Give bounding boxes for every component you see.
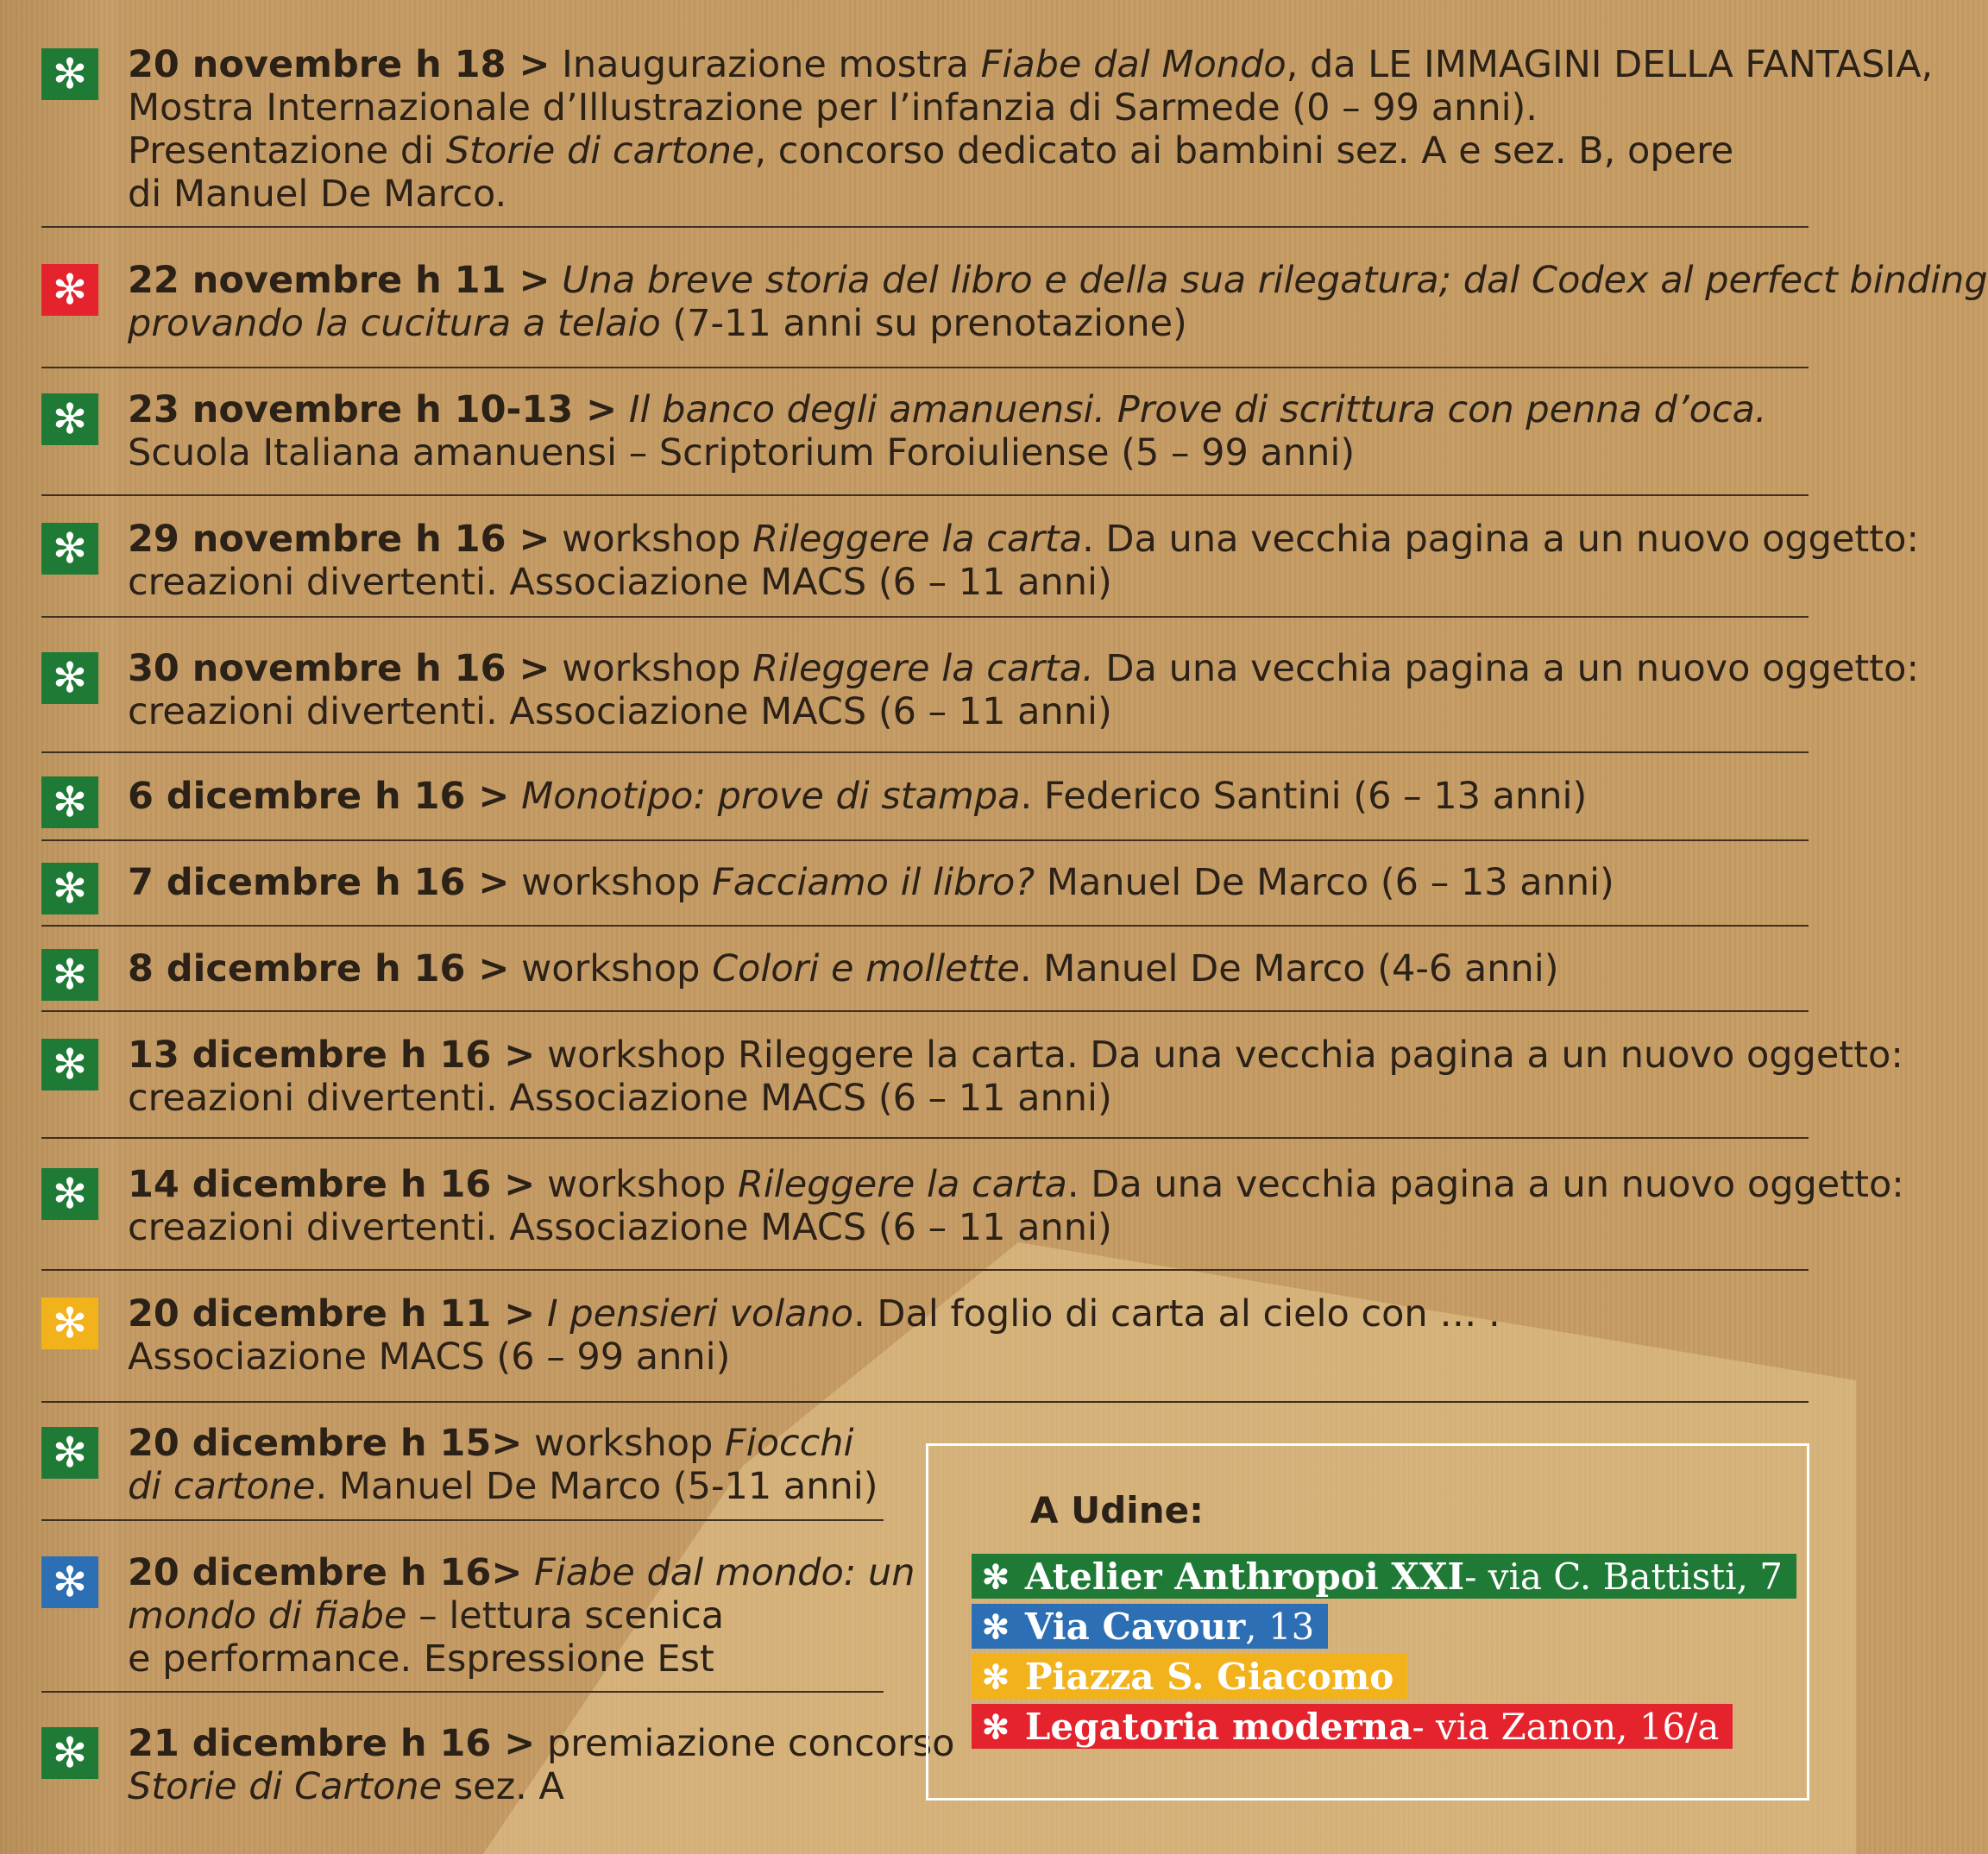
locations-title: A Udine: bbox=[1030, 1489, 1204, 1531]
asterisk-flower-icon: ✻ bbox=[41, 48, 98, 100]
event-item bbox=[41, 43, 1934, 228]
event-item bbox=[41, 1034, 1903, 1139]
event-line: 29 novembre h 16 > workshop Rileggere la carta. Da una vecchia pagina a un nuovo oggetto: bbox=[128, 518, 1919, 561]
asterisk-flower-icon: ✻ bbox=[41, 1727, 98, 1779]
event-date: 7 dicembre h 16 > bbox=[128, 861, 510, 904]
divider bbox=[41, 226, 1809, 228]
event-line: 20 dicembre h 15> workshop Fiocchi bbox=[128, 1422, 854, 1465]
event-line: Presentazione di Storie di cartone, concorso dedicato ai bambini sez. A e sez. B, opere bbox=[128, 129, 1734, 173]
event-date: 13 dicembre h 16 > bbox=[128, 1034, 536, 1077]
asterisk-flower-icon: ✻ bbox=[41, 393, 98, 445]
location-tag bbox=[972, 1654, 1407, 1699]
locations-box bbox=[926, 1443, 1809, 1801]
event-line: provando la cucitura a telaio (7-11 anni su prenotazione) bbox=[128, 302, 1187, 345]
event-date: 29 novembre h 16 > bbox=[128, 518, 550, 561]
asterisk-flower-icon: ✻ bbox=[41, 1427, 98, 1479]
event-item bbox=[41, 1422, 884, 1521]
asterisk-flower-icon: ✻ bbox=[41, 776, 98, 828]
event-line: 8 dicembre h 16 > workshop Colori e mollette. Manuel De Marco (4-6 anni) bbox=[128, 947, 1559, 990]
location-address: - via Zanon, 16/a bbox=[1412, 1705, 1720, 1748]
location-name: Atelier Anthropoi XXI bbox=[1024, 1555, 1465, 1598]
event-line: 14 dicembre h 16 > workshop Rileggere la carta. Da una vecchia pagina a un nuovo oggetto: bbox=[128, 1163, 1904, 1206]
asterisk-flower-icon: ✻ bbox=[41, 863, 98, 914]
event-line: 13 dicembre h 16 > workshop Rileggere la carta. Da una vecchia pagina a un nuovo oggetto: bbox=[128, 1034, 1903, 1077]
event-item bbox=[41, 388, 1809, 496]
asterisk-flower-icon: ✻ bbox=[41, 1298, 98, 1349]
location-address: - via C. Battisti, 7 bbox=[1464, 1555, 1783, 1598]
event-line: 20 dicembre h 16> Fiabe dal mondo: un bbox=[128, 1551, 915, 1594]
event-line: 6 dicembre h 16 > Monotipo: prove di stampa. Federico Santini (6 – 13 anni) bbox=[128, 775, 1588, 818]
divider bbox=[41, 1010, 1809, 1012]
event-line: creazioni divertenti. Associazione MACS (6 – 11 anni) bbox=[128, 1206, 1112, 1249]
event-line: creazioni divertenti. Associazione MACS (6 – 11 anni) bbox=[128, 1077, 1112, 1120]
asterisk-flower-icon: ✻ bbox=[982, 1656, 1010, 1696]
event-line: 20 novembre h 18 > Inaugurazione mostra Fiabe dal Mondo, da LE IMMAGINI DELLA FANTASIA, bbox=[128, 43, 1934, 86]
asterisk-flower-icon: ✻ bbox=[41, 1168, 98, 1220]
location-tag bbox=[972, 1704, 1733, 1749]
divider bbox=[41, 616, 1809, 618]
asterisk-flower-icon: ✻ bbox=[41, 264, 98, 316]
event-date: 6 dicembre h 16 > bbox=[128, 775, 510, 818]
asterisk-flower-icon: ✻ bbox=[41, 949, 98, 1001]
event-line: Associazione MACS (6 – 99 anni) bbox=[128, 1336, 731, 1379]
event-line: mondo di fiabe – lettura scenica bbox=[128, 1594, 725, 1637]
event-line: di cartone. Manuel De Marco (5-11 anni) bbox=[128, 1465, 878, 1508]
event-date: 14 dicembre h 16 > bbox=[128, 1163, 536, 1206]
event-item bbox=[41, 1292, 1809, 1403]
event-line: 20 dicembre h 11 > I pensieri volano. Dal foglio di carta al cielo con … . bbox=[128, 1292, 1500, 1336]
event-line: 22 novembre h 11 > Una breve storia del libro e della sua rilegatura; dal Codex al perfect binding bbox=[128, 259, 1988, 302]
location-name: Piazza S. Giacomo bbox=[1024, 1655, 1394, 1698]
event-date: 21 dicembre h 16 > bbox=[128, 1722, 536, 1765]
asterisk-flower-icon: ✻ bbox=[982, 1556, 1010, 1596]
divider bbox=[41, 1401, 1809, 1403]
event-line: di Manuel De Marco. bbox=[128, 173, 507, 216]
divider bbox=[41, 925, 1809, 927]
event-line: Scuola Italiana amanuensi – Scriptorium Foroiuliense (5 – 99 anni) bbox=[128, 431, 1356, 474]
asterisk-flower-icon: ✻ bbox=[982, 1706, 1010, 1746]
asterisk-flower-icon: ✻ bbox=[982, 1606, 1010, 1646]
event-date: 20 novembre h 18 > bbox=[128, 43, 550, 86]
divider bbox=[41, 1519, 884, 1521]
event-line: creazioni divertenti. Associazione MACS (6 – 11 anni) bbox=[128, 561, 1112, 604]
asterisk-flower-icon: ✻ bbox=[41, 1039, 98, 1090]
event-item bbox=[41, 518, 1919, 618]
divider bbox=[41, 1137, 1809, 1139]
divider bbox=[41, 367, 1809, 368]
event-date: 22 novembre h 11 > bbox=[128, 259, 550, 302]
divider bbox=[41, 751, 1809, 753]
event-item bbox=[41, 647, 1919, 753]
event-item bbox=[41, 775, 1809, 841]
location-address: , 13 bbox=[1245, 1605, 1315, 1648]
location-name: Via Cavour bbox=[1024, 1605, 1246, 1648]
event-line: 23 novembre h 10-13 > Il banco degli amanuensi. Prove di scrittura con penna d’oca. bbox=[128, 388, 1767, 431]
event-date: 20 dicembre h 11 > bbox=[128, 1292, 536, 1336]
event-date: 30 novembre h 16 > bbox=[128, 647, 550, 690]
event-line: creazioni divertenti. Associazione MACS (6 – 11 anni) bbox=[128, 690, 1112, 733]
event-item bbox=[41, 1551, 915, 1693]
divider bbox=[41, 1269, 1809, 1271]
event-date: 20 dicembre h 15> bbox=[128, 1422, 523, 1465]
event-line: 21 dicembre h 16 > premiazione concorso bbox=[128, 1722, 955, 1765]
event-line: 7 dicembre h 16 > workshop Facciamo il libro? Manuel De Marco (6 – 13 anni) bbox=[128, 861, 1614, 904]
divider bbox=[41, 494, 1809, 496]
location-tag bbox=[972, 1554, 1796, 1599]
event-date: 23 novembre h 10-13 > bbox=[128, 388, 618, 431]
event-item bbox=[41, 259, 1988, 368]
location-name: Legatoria moderna bbox=[1024, 1705, 1412, 1748]
asterisk-flower-icon: ✻ bbox=[41, 652, 98, 704]
divider bbox=[41, 839, 1809, 841]
location-tag bbox=[972, 1604, 1328, 1649]
divider bbox=[41, 1691, 884, 1693]
event-date: 20 dicembre h 16> bbox=[128, 1551, 523, 1594]
event-item bbox=[41, 1722, 955, 1817]
event-line: e performance. Espressione Est bbox=[128, 1637, 714, 1681]
event-date: 8 dicembre h 16 > bbox=[128, 947, 510, 990]
event-item bbox=[41, 1163, 1904, 1271]
event-item bbox=[41, 947, 1809, 1012]
event-line: Storie di Cartone sez. A bbox=[128, 1765, 564, 1808]
event-item bbox=[41, 861, 1809, 927]
asterisk-flower-icon: ✻ bbox=[41, 1556, 98, 1608]
event-line: Mostra Internazionale d’Illustrazione per l’infanzia di Sarmede (0 – 99 anni). bbox=[128, 86, 1538, 129]
asterisk-flower-icon: ✻ bbox=[41, 523, 98, 575]
event-line: 30 novembre h 16 > workshop Rileggere la carta. Da una vecchia pagina a un nuovo oggetto: bbox=[128, 647, 1919, 690]
